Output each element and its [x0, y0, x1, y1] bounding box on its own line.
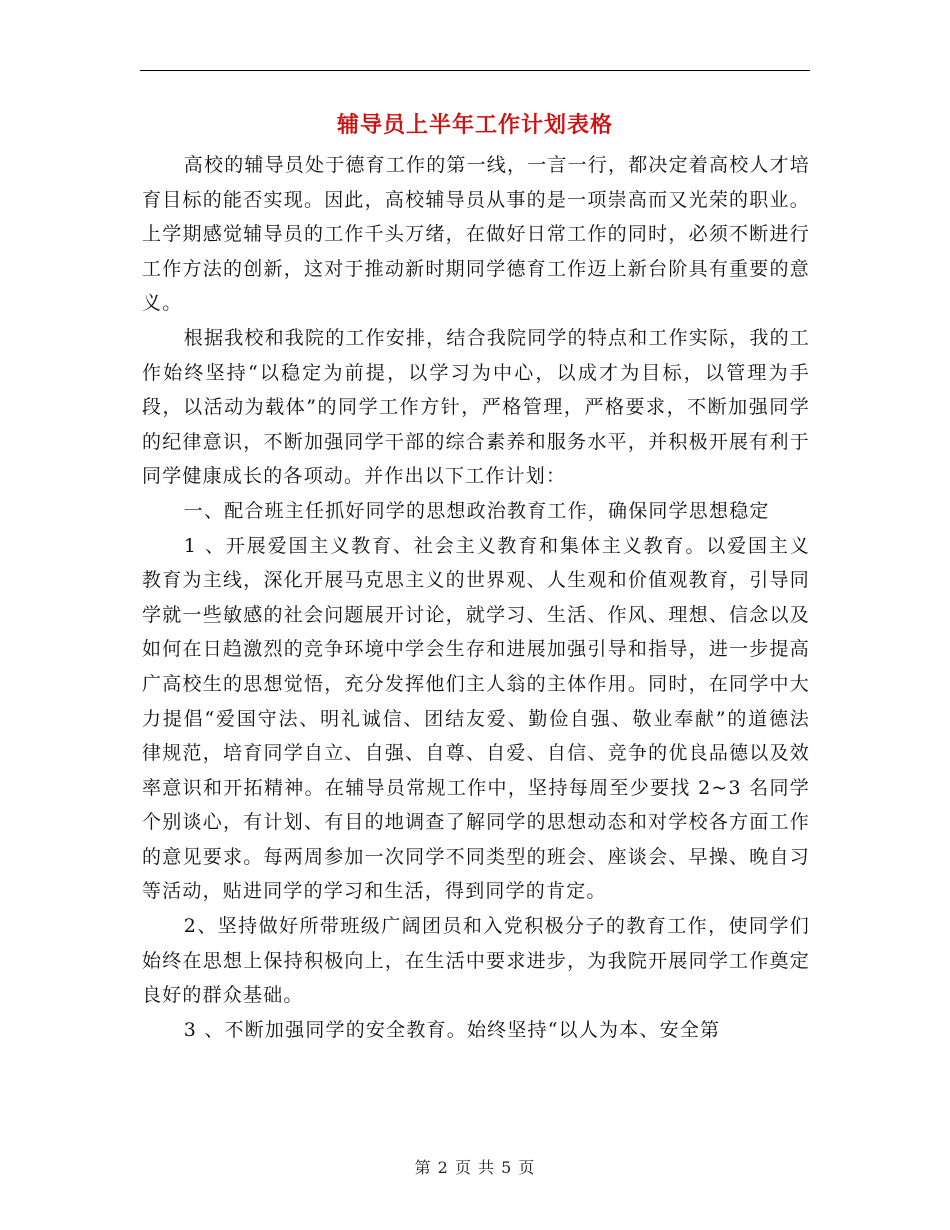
header-rule [140, 70, 810, 71]
section-heading-1: 一、配合班主任抓好同学的思想政治教育工作，确保同学思想稳定 [183, 499, 770, 522]
paragraph-intro: 高校的辅导员处于德育工作的第一线，一言一行，都决定着高校人才培育目标的能否实现。因此，高校辅导员从事的是一项崇高而又光荣的职业。上学期感觉辅导员的工作千头万绪，在做好日常工作的同时，必须不断进行工作方法的创新，这对于推动新时期同学德育工作迈上新台阶具有重要的意义。 [142, 154, 810, 315]
paragraph-item-1: 1 、开展爱国主义教育、社会主义教育和集体主义教育。以爱国主义教育为主线，深化开展马克思主义的世界观、人生观和价值观教育，引导同学就一些敏感的社会问题展开讨论，就学习、生活、作风、理想、信念以及如何在日趋激烈的竞争环境中学会生存和进展加强引导和指导，进一步提高广高校生的思想觉悟，充分发挥他们主人翁的主体作用。同时，在同学中大力提倡“爱国守法、明礼诚信、团结友爱、勤俭自强、敬业奉献”的道德法律规范，培育同学自立、自强、自尊、自爱、自信、竞争的优良品德以及效率意识和开拓精神。在辅导员常规工作中，坚持每周至少要找 2~3 名同学个别谈心，有计划、有目的地调查了解同学的思想动态和对学校各方面工作的意见要求。每两周参加一次同学不同类型的班会、座谈会、早操、晚自习等活动，贴进同学的学习和生活，得到同学的肯定。 [142, 534, 810, 903]
paragraph-arrangement: 根据我校和我院的工作安排，结合我院同学的特点和工作实际，我的工作始终坚持“以稳定为前提，以学习为中心，以成才为目标，以管理为手段，以活动为载体”的同学工作方针，严格管理，严格要求，不断加强同学的纪律意识，不断加强同学干部的综合素养和服务水平，并积极开展有利于同学健康成长的各项动。并作出以下工作计划： [142, 326, 810, 488]
page-number-footer: 第 2 页 共 5 页 [414, 1158, 536, 1177]
document-title: 辅导员上半年工作计划表格 [336, 113, 613, 138]
document-body [142, 148, 810, 1047]
paragraph-item-2: 2、坚持做好所带班级广阔团员和入党积极分子的教育工作，使同学们始终在思想上保持积极向上，在生活中要求进步，为我院开展同学工作奠定良好的群众基础。 [142, 915, 810, 1007]
paragraph-item-3: 3 、不断加强同学的安全教育。始终坚持“以人为本、安全第 [183, 1018, 721, 1041]
